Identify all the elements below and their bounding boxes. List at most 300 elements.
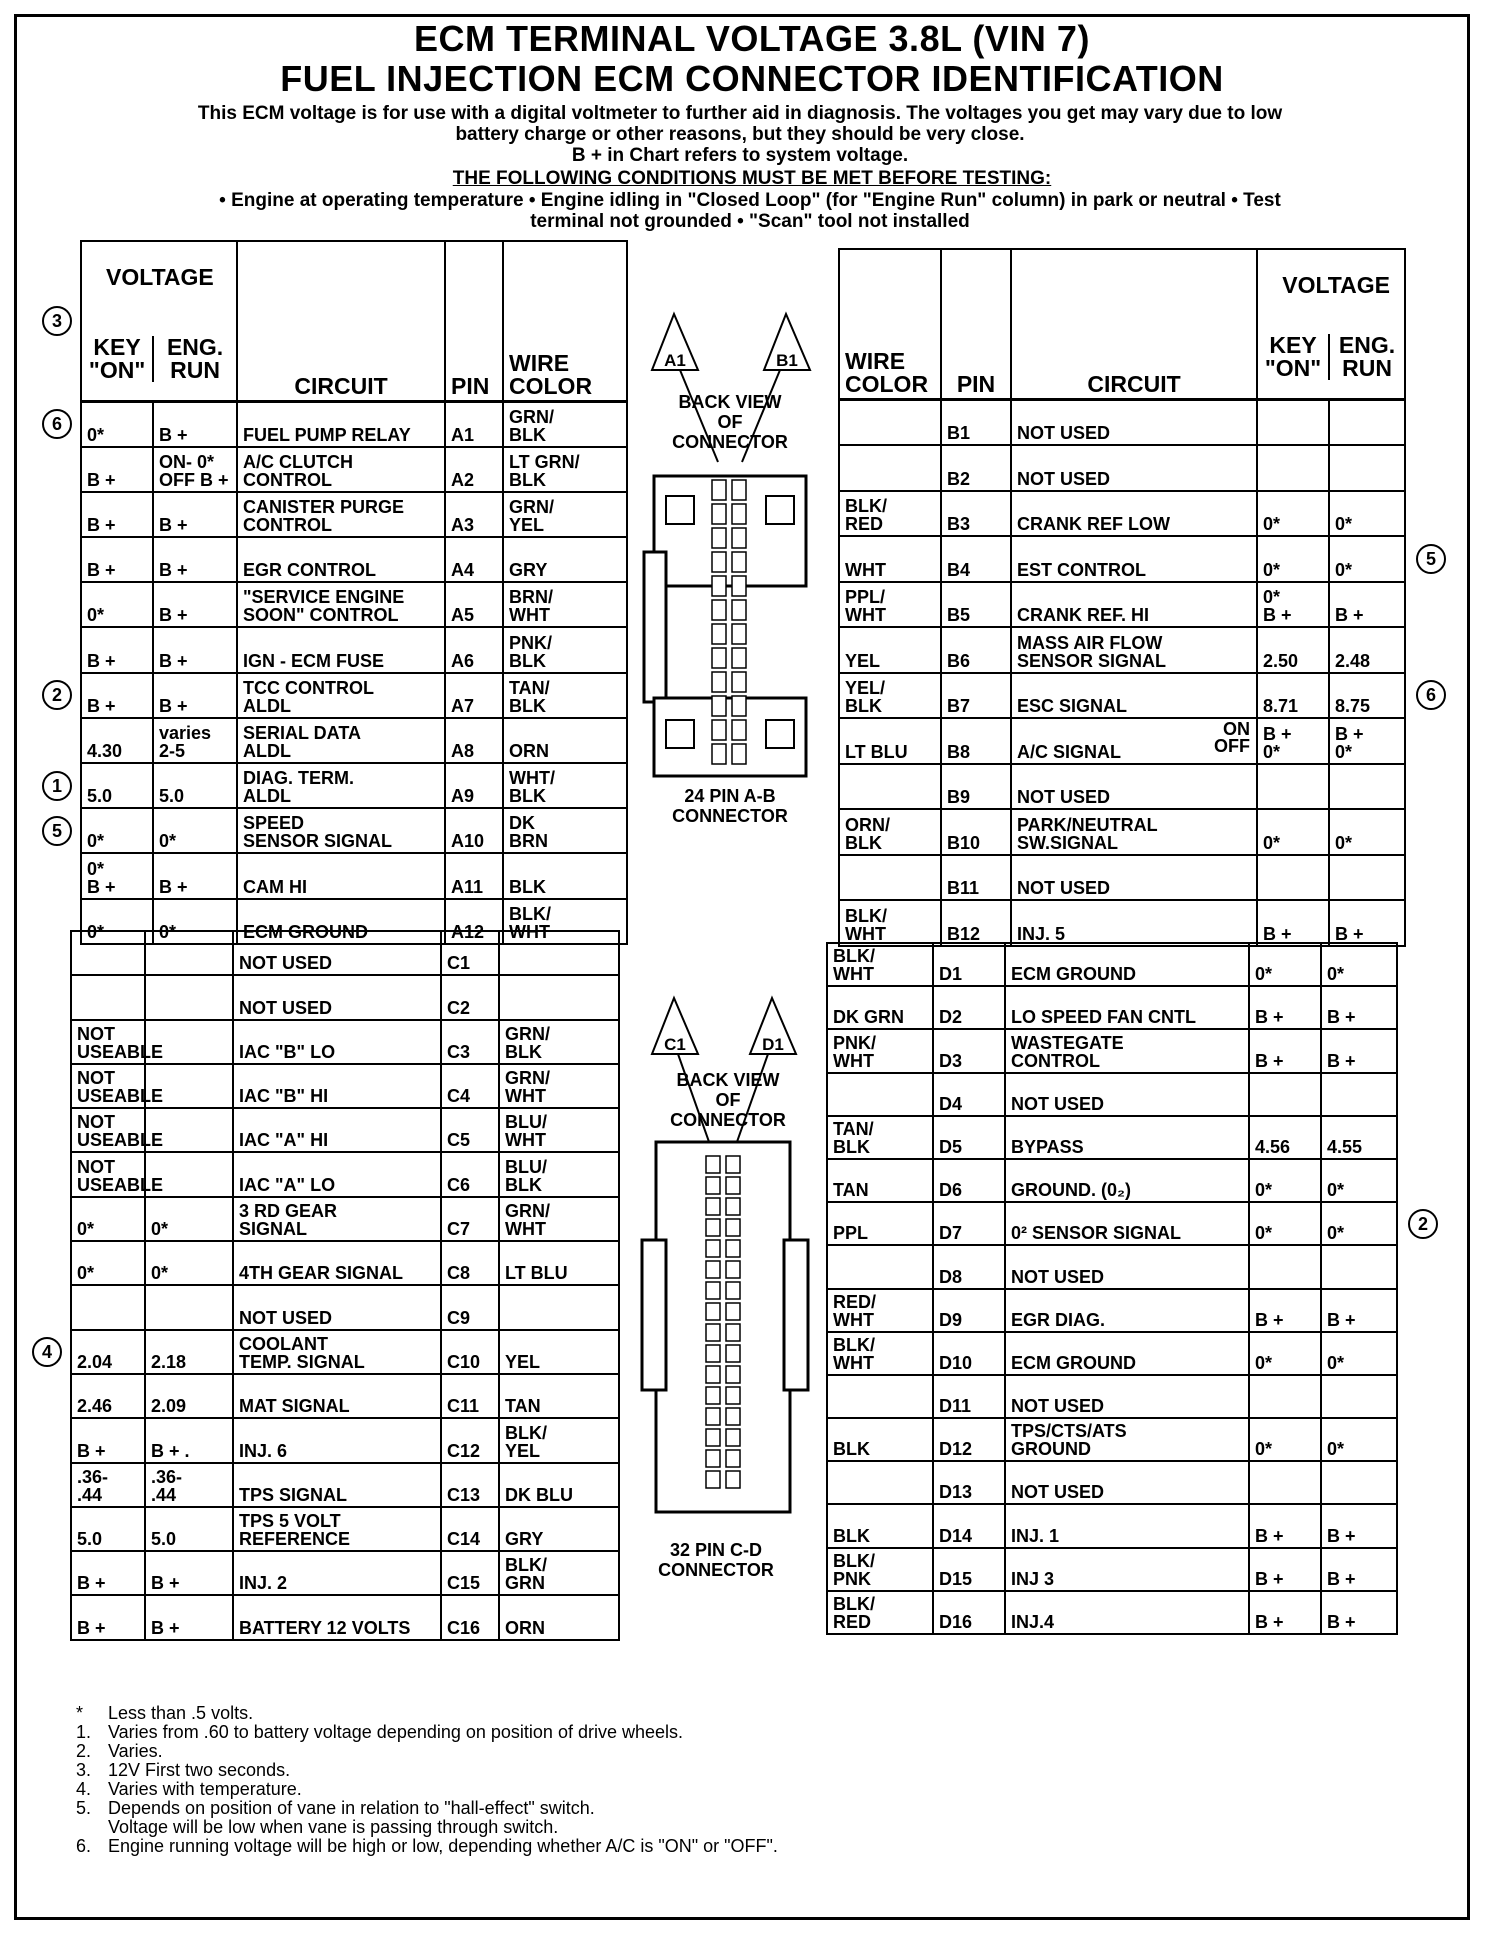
cell-wire: GRY [503, 537, 627, 582]
cell-key: 0* [1257, 809, 1329, 855]
cell-key: B + [1249, 1289, 1321, 1332]
footnote-mark: 4. [76, 1779, 92, 1799]
pin-a1-label: A1 [664, 351, 686, 370]
table-row [839, 445, 1405, 491]
table-row [81, 673, 627, 718]
cell-wire: BLK/ YEL [499, 1418, 619, 1462]
cell-pin: B10 [941, 809, 1011, 855]
cell-pin: A2 [445, 447, 503, 492]
cell-wire: BLK [503, 853, 627, 898]
cell-key: 4.56 [1249, 1116, 1321, 1159]
cell-key [1249, 1461, 1321, 1504]
table-row [827, 1073, 1397, 1116]
cell-wire [839, 400, 941, 446]
table-row [71, 931, 619, 975]
cell-wire: DK BRN [503, 808, 627, 853]
cell-circuit: INJ. 6 [233, 1418, 441, 1462]
connector-pin-cell [732, 648, 746, 668]
table-row [839, 491, 1405, 537]
cell-circuit: NOT USED [233, 975, 441, 1019]
cell-circuit: "SERVICE ENGINE SOON" CONTROL [237, 582, 445, 627]
footnote-text: Varies from .60 to battery voltage depending on position of drive wheels. [108, 1722, 684, 1742]
connector-pin-cell [706, 1261, 720, 1278]
cell-pin: A8 [445, 718, 503, 763]
eng-run-header: ENG. RUN [166, 334, 224, 383]
cell-key: B + [81, 627, 153, 672]
table-row [827, 1591, 1397, 1634]
wire-color-header: WIRE COLOR [503, 241, 627, 402]
cell-pin: B1 [941, 400, 1011, 446]
cell-wire [839, 764, 941, 810]
connector-pin-cell [706, 1450, 720, 1467]
footnote [76, 1799, 1176, 1818]
cell-key: .36- .44 [71, 1463, 145, 1507]
connector-pin-cell [732, 576, 746, 596]
footnote-text: Varies with temperature. [108, 1779, 302, 1799]
connector-pin-cell [726, 1450, 740, 1467]
cell-circuit: MAT SIGNAL [233, 1374, 441, 1418]
cell-pin: A7 [445, 673, 503, 718]
cell-key [1257, 764, 1329, 810]
table-connector-a [80, 240, 628, 945]
cell-pin: D16 [933, 1591, 1005, 1634]
cell-run: 4.55 [1321, 1116, 1397, 1159]
cell-wire: GRN/ BLK [503, 402, 627, 447]
wire-color-header-b: WIRE COLOR [839, 249, 941, 400]
table-row [81, 492, 627, 537]
cell-key [1249, 1245, 1321, 1288]
cell-run: 0* [145, 1241, 233, 1285]
cell-run: 0* [1321, 1332, 1397, 1375]
cell-pin: D4 [933, 1073, 1005, 1116]
table-connector-b [838, 248, 1406, 947]
cell-circuit: NOT USED [1011, 445, 1257, 491]
cell-key: NOT USEABLE [71, 1152, 145, 1196]
cell-wire [839, 855, 941, 901]
table-row [827, 1116, 1397, 1159]
cell-run: 0* [153, 899, 237, 944]
intro-line-1: This ECM voltage is for use with a digital voltmeter to further aid in diagnosis. The voltages you get may vary due to low [197, 103, 1283, 124]
table-row [71, 1108, 619, 1152]
cell-wire: TAN [499, 1374, 619, 1418]
cell-circuit: ECM GROUND [237, 899, 445, 944]
connector-pin-cell [726, 1471, 740, 1488]
cell-wire [499, 931, 619, 975]
cell-wire [839, 445, 941, 491]
cell-key: 0* [81, 808, 153, 853]
cell-wire: GRN/ YEL [503, 492, 627, 537]
cell-key: 0* [1249, 1159, 1321, 1202]
table-row [71, 1064, 619, 1108]
cell-pin: B9 [941, 764, 1011, 810]
cell-circuit: IAC "A" LO [233, 1152, 441, 1196]
connector-pin-cell [706, 1408, 720, 1425]
cell-pin: B4 [941, 536, 1011, 582]
cell-wire: BLK/ WHT [503, 899, 627, 944]
cell-key: 2.04 [71, 1330, 145, 1374]
table-connector-c [70, 930, 620, 1641]
table-row [81, 582, 627, 627]
connector-ab-label: 24 PIN A-B CONNECTOR [672, 786, 788, 826]
connector-ab-back-view-text: BACK VIEW OF CONNECTOR [672, 392, 788, 452]
cell-circuit: COOLANT TEMP. SIGNAL [233, 1330, 441, 1374]
cell-key: 4.30 [81, 718, 153, 763]
cell-wire: TAN/ BLK [503, 673, 627, 718]
table-row [81, 718, 627, 763]
footnote [76, 1704, 1176, 1723]
cell-pin: C8 [441, 1241, 499, 1285]
cell-pin: D15 [933, 1548, 1005, 1591]
eng-run-header-b: ENG. RUN [1338, 332, 1396, 381]
cell-run: B + [145, 1595, 233, 1639]
cell-pin: B7 [941, 673, 1011, 719]
footnote-text: Depends on position of vane in relation to "hall-effect" switch. [108, 1798, 595, 1818]
cell-circuit: NOT USED [1005, 1375, 1249, 1418]
cell-circuit: BATTERY 12 VOLTS [233, 1595, 441, 1639]
cell-circuit: TPS/CTS/ATS GROUND [1005, 1418, 1249, 1461]
cell-run: 8.75 [1329, 673, 1405, 719]
cell-key: 0* [81, 582, 153, 627]
connector-pin-cell [726, 1240, 740, 1257]
cell-wire: LT BLU [499, 1241, 619, 1285]
cell-circuit: INJ. 5 [1011, 900, 1257, 946]
cell-wire: PPL/ WHT [839, 582, 941, 628]
note-reference-circle: 6 [1416, 680, 1446, 710]
key-on-header-b: KEY "ON" [1258, 334, 1330, 380]
cell-run: 5.0 [145, 1507, 233, 1551]
connector-pin-cell [726, 1429, 740, 1446]
cell-wire: BRN/ WHT [503, 582, 627, 627]
cell-key [1257, 445, 1329, 491]
cell-run: B + [1321, 1029, 1397, 1072]
connector-pin-cell [726, 1177, 740, 1194]
cell-key [71, 931, 145, 975]
cell-pin: C10 [441, 1330, 499, 1374]
cell-pin: C14 [441, 1507, 499, 1551]
cell-circuit: TCC CONTROL ALDL [237, 673, 445, 718]
cell-run: B + [1321, 1289, 1397, 1332]
cell-run: B + [1329, 900, 1405, 946]
footnote [76, 1818, 1176, 1837]
note-reference-circle: 2 [42, 680, 72, 710]
cell-pin: B2 [941, 445, 1011, 491]
cell-wire: BLK [827, 1418, 933, 1461]
cell-key: B + [1249, 1548, 1321, 1591]
cell-circuit: LO SPEED FAN CNTL [1005, 986, 1249, 1029]
cell-wire: LT GRN/ BLK [503, 447, 627, 492]
cell-circuit: ECM GROUND [1005, 943, 1249, 986]
footnote [76, 1837, 1176, 1856]
cell-pin: C7 [441, 1197, 499, 1241]
circuit-text: A/C SIGNAL [1017, 741, 1122, 762]
connector-pin-cell [726, 1324, 740, 1341]
table-row [827, 1332, 1397, 1375]
footnotes [76, 1704, 1176, 1856]
cell-pin: D11 [933, 1375, 1005, 1418]
cell-pin: C1 [441, 931, 499, 975]
connector-pin-cell [726, 1387, 740, 1404]
cell-circuit: NOT USED [1005, 1073, 1249, 1116]
cell-wire: BLU/ WHT [499, 1108, 619, 1152]
table-row [71, 1595, 619, 1639]
connector-pin-cell [706, 1345, 720, 1362]
cell-pin: A1 [445, 402, 503, 447]
cell-pin: A10 [445, 808, 503, 853]
cell-run [1329, 764, 1405, 810]
connector-pin-cell [712, 624, 726, 644]
cell-wire [827, 1375, 933, 1418]
key-on-header: KEY "ON" [82, 336, 154, 382]
table-row [827, 943, 1397, 986]
table-row [71, 1418, 619, 1462]
connector-pin-cell [726, 1345, 740, 1362]
cell-circuit: CANISTER PURGE CONTROL [237, 492, 445, 537]
footnote [76, 1780, 1176, 1799]
cell-circuit: NOT USED [233, 931, 441, 975]
table-row [839, 536, 1405, 582]
cell-run: B + [153, 492, 237, 537]
footnote [76, 1723, 1176, 1742]
cell-pin: A12 [445, 899, 503, 944]
cell-run [1329, 855, 1405, 901]
cell-key: 0* [1249, 1332, 1321, 1375]
cell-run: 0* [1321, 1418, 1397, 1461]
footnote-mark: 2. [76, 1741, 92, 1761]
cell-run [145, 975, 233, 1019]
table-row [827, 1375, 1397, 1418]
connector-pin-cell [726, 1261, 740, 1278]
title-line-1: ECM TERMINAL VOLTAGE 3.8L (VIN 7) [414, 18, 1090, 59]
cell-wire [499, 1285, 619, 1329]
cell-run [1329, 400, 1405, 446]
cell-run: B + [1321, 1504, 1397, 1547]
cell-wire: BLK/ RED [827, 1591, 933, 1634]
connector-cd-label: 32 PIN C-D CONNECTOR [658, 1540, 774, 1580]
pin-b1-label: B1 [776, 351, 798, 370]
cell-key: B + [81, 447, 153, 492]
table-row [839, 718, 1405, 764]
table-row [827, 1461, 1397, 1504]
cell-key: B + [81, 492, 153, 537]
cell-run [1329, 445, 1405, 491]
intro-text [110, 103, 1370, 166]
cell-wire: BLU/ BLK [499, 1152, 619, 1196]
cell-circuit: NOT USED [1005, 1245, 1249, 1288]
cell-key: NOT USEABLE [71, 1108, 145, 1152]
cell-key: 0* [81, 899, 153, 944]
connector-pin-cell [732, 720, 746, 740]
cell-circuit: FUEL PUMP RELAY [237, 402, 445, 447]
table-row [71, 1374, 619, 1418]
cell-circuit: INJ. 1 [1005, 1504, 1249, 1547]
cell-circuit: 0² SENSOR SIGNAL [1005, 1202, 1249, 1245]
note-reference-circle: 5 [42, 816, 72, 846]
cell-circuit: A/C CLUTCH CONTROL [237, 447, 445, 492]
connector-pin-cell [732, 480, 746, 500]
cell-circuit: 3 RD GEAR SIGNAL [233, 1197, 441, 1241]
circuit-extra: ON OFF [1214, 719, 1250, 756]
circuit-header-b: CIRCUIT [1011, 249, 1257, 400]
cell-pin: A6 [445, 627, 503, 672]
table-row [71, 1330, 619, 1374]
cell-pin: C5 [441, 1108, 499, 1152]
cell-key [1257, 400, 1329, 446]
cell-wire [827, 1073, 933, 1116]
table-row [71, 1241, 619, 1285]
cell-circuit: BYPASS [1005, 1116, 1249, 1159]
conditions-title: THE FOLLOWING CONDITIONS MUST BE MET BEFORE TESTING: [452, 168, 1052, 189]
cell-key: 0* [1257, 491, 1329, 537]
connector-pin-cell [732, 744, 746, 764]
table-row [71, 1551, 619, 1595]
cell-run: 2.09 [145, 1374, 233, 1418]
table-row [827, 1159, 1397, 1202]
voltage-header: VOLTAGE [106, 264, 214, 290]
cell-key: B + [71, 1418, 145, 1462]
cell-wire: GRN/ BLK [499, 1020, 619, 1064]
cell-pin: A3 [445, 492, 503, 537]
cell-pin: C9 [441, 1285, 499, 1329]
connector-pin-cell [726, 1282, 740, 1299]
connector-pin-cell [712, 600, 726, 620]
cell-circuit: NOT USED [1011, 764, 1257, 810]
table-row [81, 853, 627, 898]
connector-pin-cell [732, 696, 746, 716]
cell-circuit: INJ. 2 [233, 1551, 441, 1595]
cell-pin: D13 [933, 1461, 1005, 1504]
connector-pin-cell [706, 1240, 720, 1257]
cell-key [1257, 855, 1329, 901]
cell-run: 0* [1329, 809, 1405, 855]
cell-run [1321, 1375, 1397, 1418]
table-row [827, 1289, 1397, 1332]
cell-pin: D7 [933, 1202, 1005, 1245]
cell-key [1249, 1375, 1321, 1418]
cell-wire: BLK/ PNK [827, 1548, 933, 1591]
connector-pin-cell [712, 576, 726, 596]
cell-circuit: CAM HI [237, 853, 445, 898]
table-row [71, 1285, 619, 1329]
cell-circuit: INJ.4 [1005, 1591, 1249, 1634]
cell-wire: DK BLU [499, 1463, 619, 1507]
connector-pin-cell [706, 1387, 720, 1404]
cell-key: B + [1249, 1591, 1321, 1634]
cell-wire: RED/ WHT [827, 1289, 933, 1332]
conditions-line-1: • Engine at operating temperature • Engine idling in "Closed Loop" (for "Engine Run" column) in park or neutral • Test [219, 190, 1281, 211]
table-row [827, 1245, 1397, 1288]
connector-pin-cell [726, 1219, 740, 1236]
cell-run: B + [153, 402, 237, 447]
table-row [827, 1202, 1397, 1245]
connector-pin-cell [712, 744, 726, 764]
cell-wire: BLK/ WHT [827, 943, 933, 986]
cell-pin: C3 [441, 1020, 499, 1064]
cell-run: B + [1321, 986, 1397, 1029]
connector-pin-cell [732, 624, 746, 644]
connector-pin-cell [712, 672, 726, 692]
footnote [76, 1742, 1176, 1761]
footnote-mark: 3. [76, 1760, 92, 1780]
cell-circuit: SERIAL DATA ALDL [237, 718, 445, 763]
connector-pin-cell [732, 600, 746, 620]
cell-run [145, 1285, 233, 1329]
cell-pin: B5 [941, 582, 1011, 628]
connector-pin-cell [706, 1156, 720, 1173]
cell-key: B + [1257, 900, 1329, 946]
cell-pin: C16 [441, 1595, 499, 1639]
cell-wire [827, 1245, 933, 1288]
cell-key: B + [1249, 1504, 1321, 1547]
connector-ab-back-view [640, 392, 820, 452]
cell-key: 0* [81, 402, 153, 447]
connector-pin-cell [706, 1366, 720, 1383]
footnote-text: Less than .5 volts. [108, 1703, 254, 1723]
cell-run: 0* [1321, 1159, 1397, 1202]
cell-pin: D10 [933, 1332, 1005, 1375]
table-row [71, 1197, 619, 1241]
pin-header-b: PIN [941, 249, 1011, 400]
cell-circuit: WASTEGATE CONTROL [1005, 1029, 1249, 1072]
table-row [839, 764, 1405, 810]
cell-key: 5.0 [81, 763, 153, 808]
cell-key: B + [1249, 986, 1321, 1029]
cell-run: B + . [145, 1418, 233, 1462]
cell-wire: LT BLU [839, 718, 941, 764]
cell-circuit: TPS 5 VOLT REFERENCE [233, 1507, 441, 1551]
cell-wire: WHT/ BLK [503, 763, 627, 808]
table-row [71, 1020, 619, 1064]
cell-wire: WHT [839, 536, 941, 582]
table-row [839, 673, 1405, 719]
cell-key: B + 0* [1257, 718, 1329, 764]
footnote-mark: 6. [76, 1836, 92, 1856]
connector-pin-cell [712, 528, 726, 548]
table-row [71, 1152, 619, 1196]
cell-key: NOT USEABLE [71, 1064, 145, 1108]
cell-key: 0* B + [81, 853, 153, 898]
table-row [81, 627, 627, 672]
cell-wire: DK GRN [827, 986, 933, 1029]
voltage-header-b: VOLTAGE [1282, 272, 1390, 298]
connector-cd-back-view-text: BACK VIEW OF CONNECTOR [670, 1070, 786, 1130]
connector-pin-cell [726, 1408, 740, 1425]
cell-pin: D2 [933, 986, 1005, 1029]
cell-run: 2.18 [145, 1330, 233, 1374]
cell-run: B + [153, 537, 237, 582]
footnote-mark: 1. [76, 1722, 92, 1742]
cell-wire: TAN/ BLK [827, 1116, 933, 1159]
cell-wire: PNK/ BLK [503, 627, 627, 672]
cell-run: 0* [1329, 536, 1405, 582]
cell-pin: D3 [933, 1029, 1005, 1072]
cell-circuit: NOT USED [233, 1285, 441, 1329]
footnote-mark: 5. [76, 1798, 92, 1818]
cell-run [1321, 1073, 1397, 1116]
connector-pin-cell [706, 1177, 720, 1194]
footnote-mark: * [76, 1703, 84, 1723]
cell-pin: C11 [441, 1374, 499, 1418]
cell-circuit: ESC SIGNAL [1011, 673, 1257, 719]
cell-run: 0* [153, 808, 237, 853]
conditions-line-2: terminal not grounded • "Scan" tool not installed [530, 211, 970, 232]
cell-wire: GRN/ WHT [499, 1064, 619, 1108]
table-row [81, 537, 627, 582]
cell-run [145, 931, 233, 975]
cell-pin: B6 [941, 627, 1011, 673]
cell-wire: ORN/ BLK [839, 809, 941, 855]
table-row [81, 808, 627, 853]
cell-circuit: EGR DIAG. [1005, 1289, 1249, 1332]
